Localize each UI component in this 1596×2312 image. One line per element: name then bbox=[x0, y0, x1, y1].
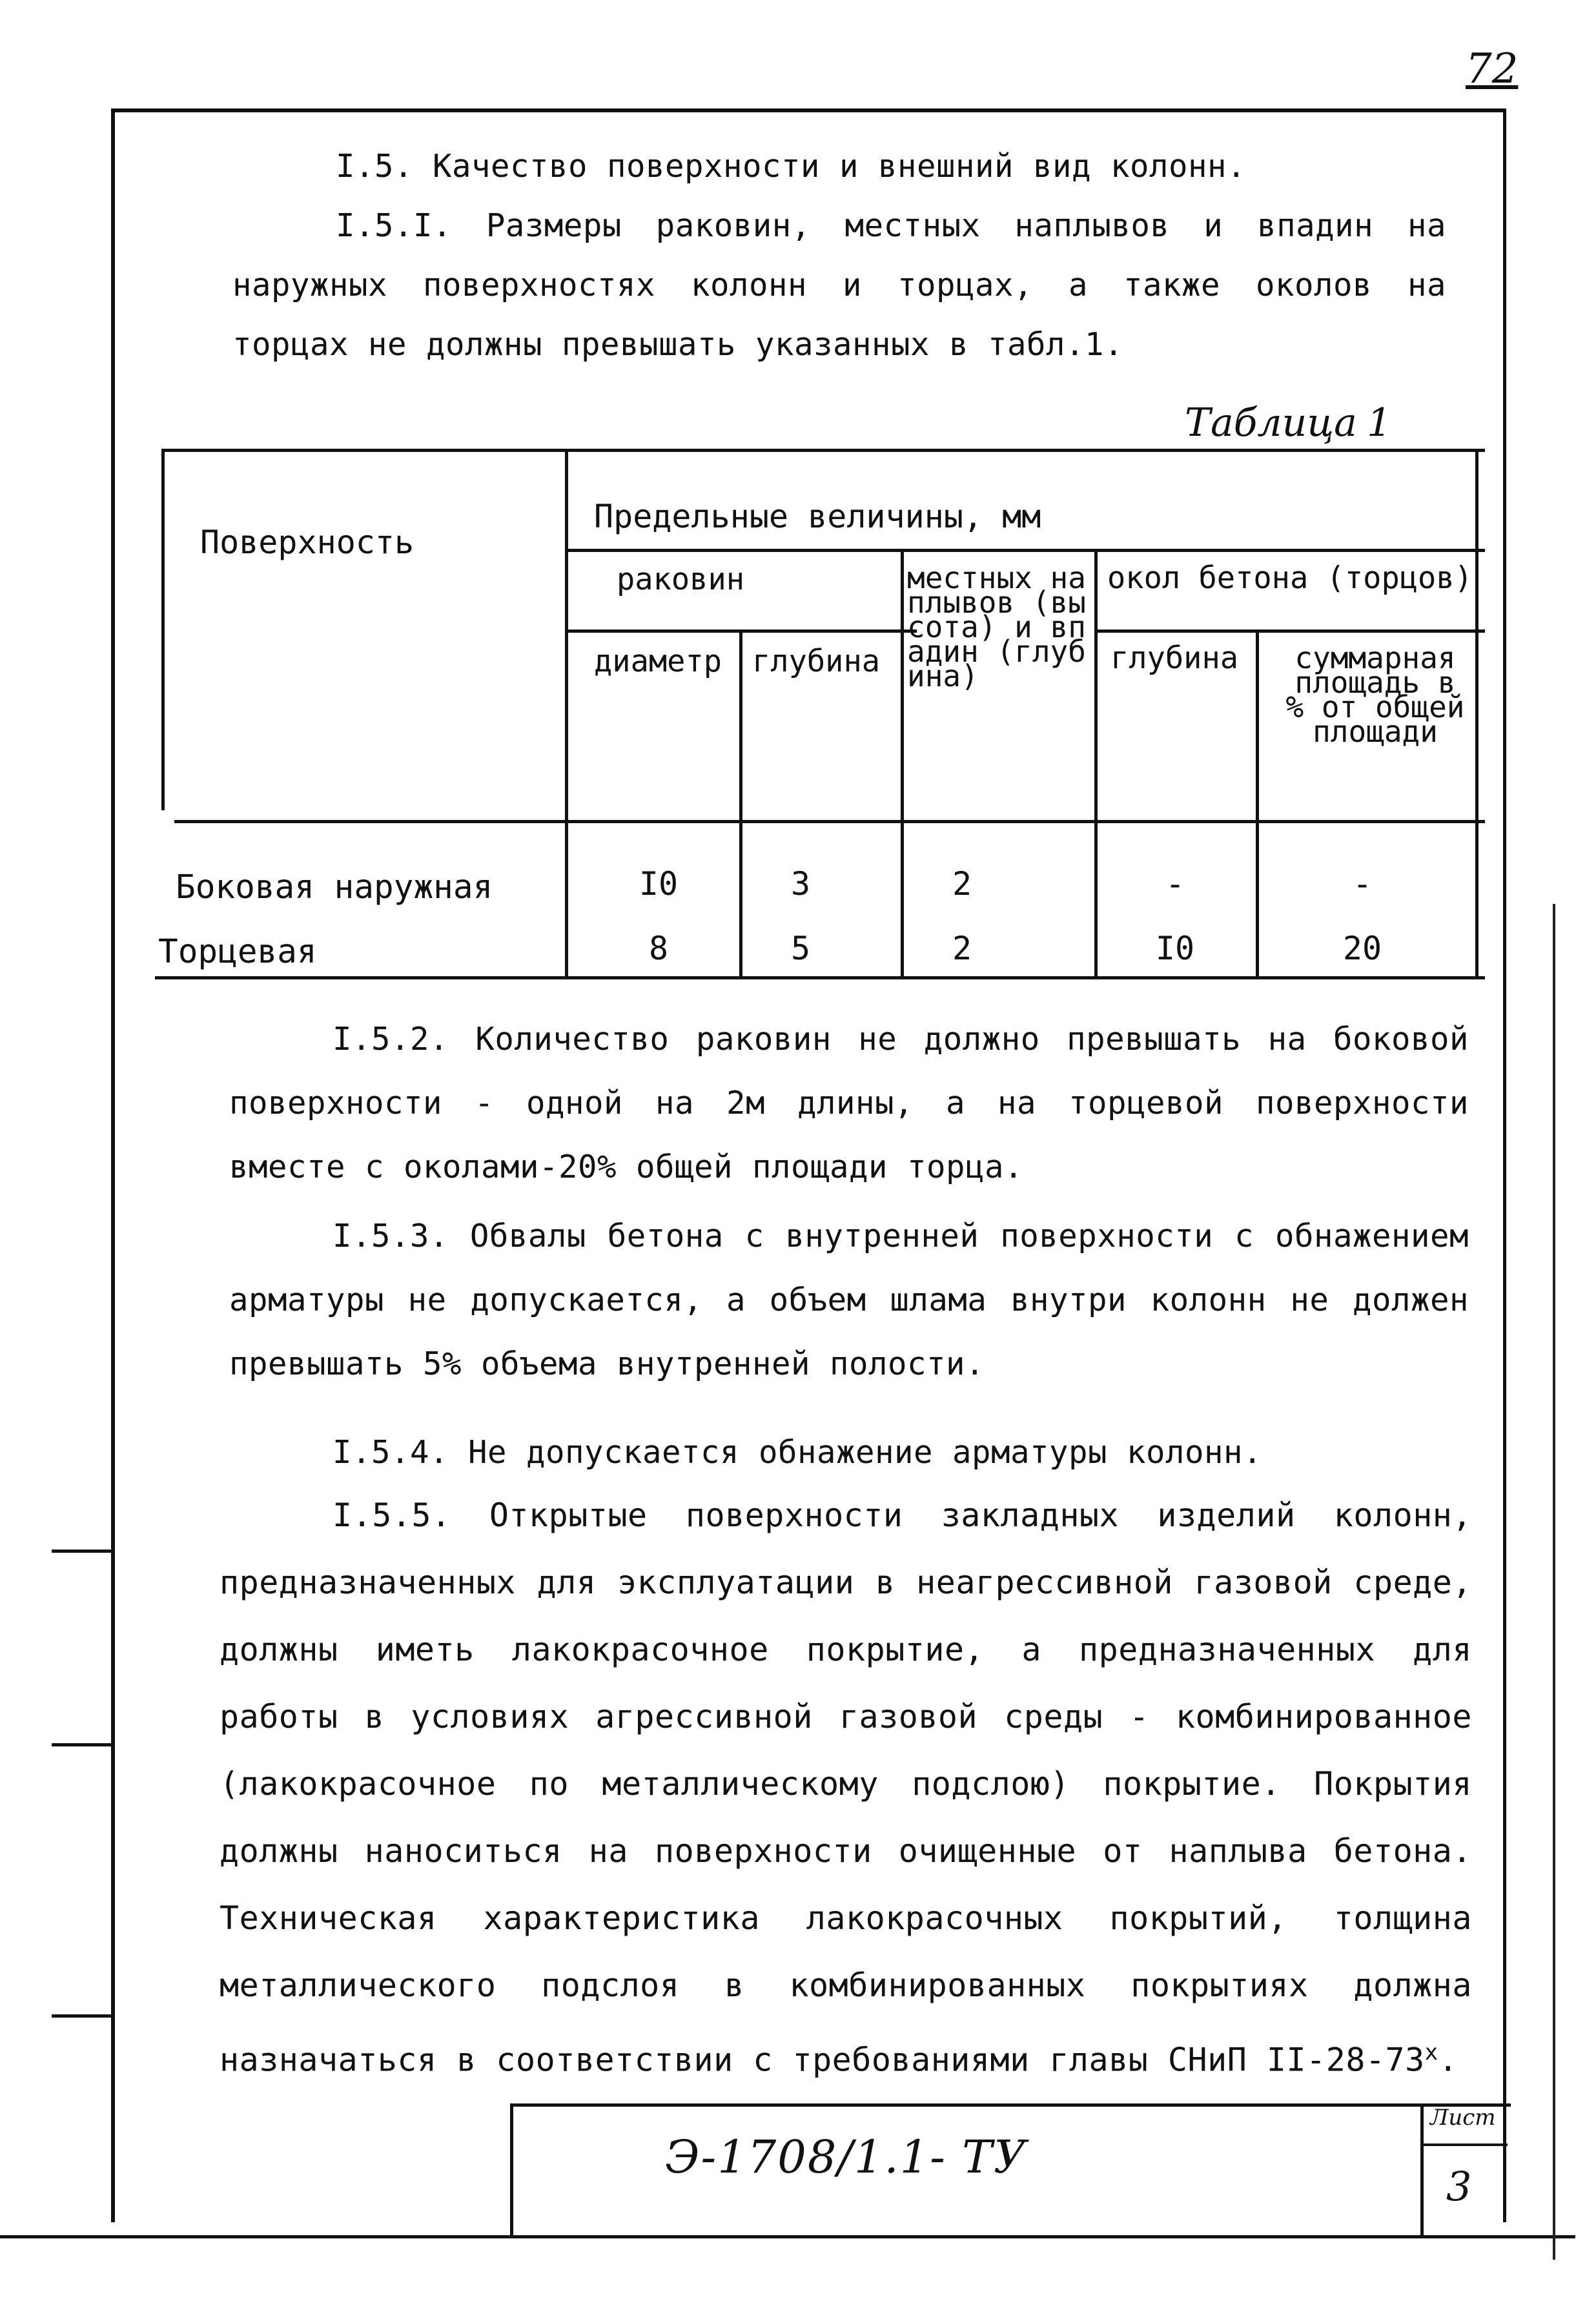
stamp-sheet-label: Лист bbox=[1430, 2105, 1496, 2131]
margin-tick bbox=[52, 2014, 113, 2018]
stamp-frame bbox=[510, 2103, 513, 2238]
paragraph-1-5-1: I.5.I. Размеры раковин, местных наплывов и впадин на наружных поверхностях колонн и торцах, а также околов на торцах не должны превышать указанных в табл.1. bbox=[232, 207, 1446, 363]
row-surface: Боковая наружная bbox=[176, 868, 493, 906]
stamp-frame bbox=[1424, 2143, 1508, 2146]
th-surface: Поверхность bbox=[200, 524, 414, 561]
row-local: 2 bbox=[952, 930, 972, 967]
stamp-frame bbox=[510, 2103, 1511, 2107]
paragraph-1-5-5: I.5.5. Открытые поверхности закладных изделий колонн, предназначенных для эксплуатации в неагрессивной газовой среде, должны иметь лакокрасочное покрытие, а предназначенных для работы в условиях агрессивной газовой среды - комбинированное (лакокрасочное по металлическому подслою) покрытие. Покрытия должны наноситься на поверхности очищенные от наплыва бетона. Техническая характеристика лакокрасочных покрытий, толщина металлического подслоя в комбинированных покрытиях должна назначаться в соответствии с требованиями главы СНиП $II-28-73^х$. bbox=[220, 1497, 1472, 2079]
row-chip-area: 20 bbox=[1342, 930, 1382, 967]
row-diameter: 8 bbox=[648, 930, 669, 967]
th-limits: Предельные величины, мм bbox=[594, 498, 1041, 535]
paragraph-1-5-4: I.5.4. Не допускается обнажение арматуры колонн. bbox=[332, 1434, 1263, 1471]
page-number: 72 bbox=[1466, 45, 1519, 93]
row-local: 2 bbox=[952, 865, 972, 903]
th-chip-area: суммарная площадь в % от общей площади bbox=[1285, 640, 1465, 749]
row-diameter: I0 bbox=[639, 865, 679, 903]
stamp-sheet-number: 3 bbox=[1446, 2163, 1472, 2210]
stamp-frame bbox=[1420, 2103, 1424, 2238]
th-depth: глубина bbox=[752, 644, 881, 679]
row-surface: Торцевая bbox=[158, 933, 317, 971]
section-title: I.5. Качество поверхности и внешний вид колонн. bbox=[336, 148, 1247, 185]
margin-tick bbox=[52, 1550, 113, 1553]
bottom-border bbox=[0, 2235, 1575, 2238]
th-shells: раковин bbox=[617, 562, 745, 597]
stamp-document-code: Э-1708/1.1- ТУ bbox=[665, 2131, 1028, 2184]
margin-tick bbox=[52, 1743, 113, 1746]
row-depth: 5 bbox=[790, 930, 811, 967]
row-depth: 3 bbox=[790, 865, 811, 903]
th-chip: окол бетона (торцов) bbox=[1107, 560, 1473, 596]
paragraph-1-5-3: I.5.3. Обвалы бетона с внутренней поверхности с обнажением арматуры не допускается, а объем шлама внутри колонн не должен превышать 5% объема внутренней полости. bbox=[229, 1218, 1469, 1382]
th-diameter: диаметр bbox=[594, 644, 722, 679]
row-chip-depth: I0 bbox=[1155, 930, 1195, 967]
scan-edge bbox=[1553, 904, 1555, 2260]
row-chip-area: - bbox=[1352, 865, 1373, 903]
paragraph-1-5-2: I.5.2. Количество раковин не должно превышать на боковой поверхности - одной на 2м длины, а на торцевой поверхности вместе с околами-20% общей площади торца. bbox=[229, 1021, 1469, 1185]
th-chip-depth: глубина bbox=[1110, 640, 1239, 676]
row-chip-depth: - bbox=[1165, 865, 1185, 903]
th-local: местных наплывов (высота) и впадин (глубина) bbox=[907, 560, 1086, 693]
table-caption: Таблица 1 bbox=[1185, 400, 1392, 445]
